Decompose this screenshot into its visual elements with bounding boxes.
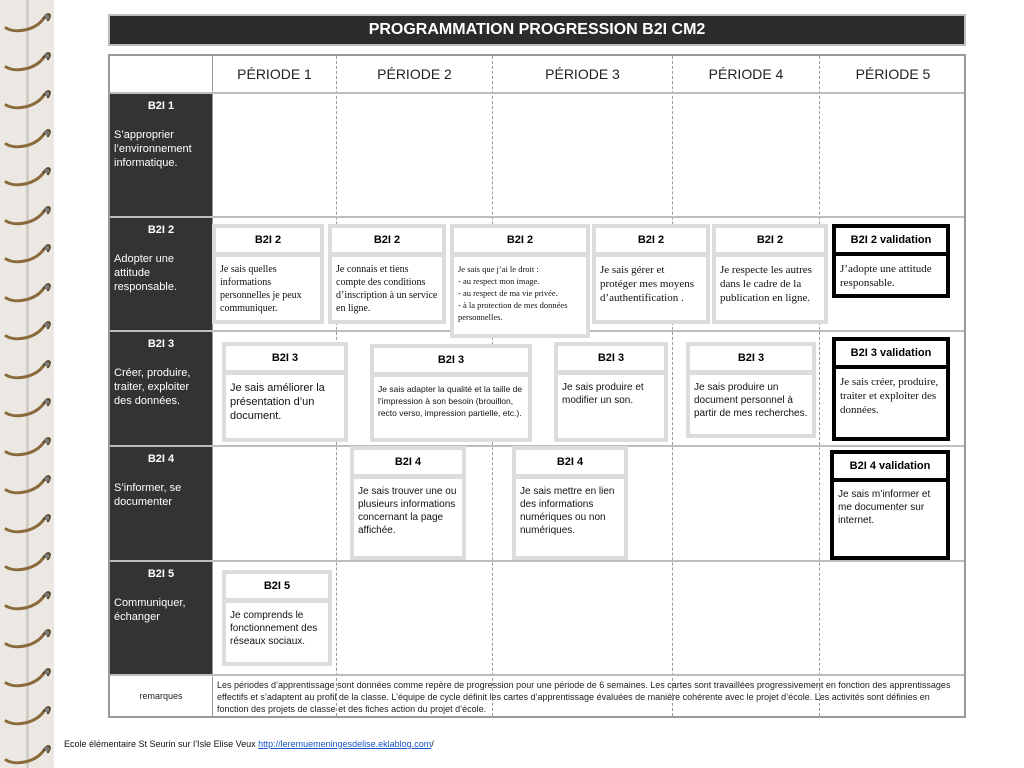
card-text: Je sais que j’ai le droit : - au respect mon image. - au respect de ma vie privée. - à la protection de mes données personnelles. [458, 264, 568, 322]
row-title: B2I 1 [147, 100, 175, 112]
card-b2i4-validation[interactable] [830, 450, 950, 560]
card-title: B2I 5 [226, 574, 328, 603]
column-divider [672, 56, 673, 716]
card-text: Je sais trouver une ou plusieurs informations concernant la page affichée. [358, 486, 457, 536]
card-b2i3-period1[interactable] [222, 342, 348, 442]
card-text: Je connais et tiens compte des conditions d’inscription à un service en ligne. [336, 264, 438, 314]
card-b2i3-period3[interactable] [554, 342, 668, 442]
period-header-5: PÉRIODE 5 [855, 66, 931, 82]
card-b2i2-period4[interactable] [712, 224, 828, 324]
card-text: Je sais mettre en lien des informations numériques ou non numériques. [520, 486, 615, 536]
binding-edge [26, 0, 29, 768]
row-header-b2i5 [110, 562, 212, 674]
remarks-text: Les périodes d’apprentissage sont données comme repère de progression pour une période de 6 semaines. Les cartes sont travaillées progressivement en fonction des apprentissages effectifs et s’adaptent au profil de la classe. L’équipe de cycle définit les cartes d’apprentissage évaluées de manière cohérente avec le projet d’école. Les activités sont définies en fonction des projets de classe et des fiches action du projet d’école. [217, 680, 951, 714]
spiral-ring-icon [2, 8, 54, 34]
row-divider [110, 92, 964, 94]
spiral-ring-icon [2, 393, 54, 419]
card-text: Je sais gérer et protéger mes moyens d’authentification . [600, 264, 695, 304]
card-title: B2I 3 [226, 346, 344, 375]
spiral-ring-icon [2, 701, 54, 727]
period-header-4: PÉRIODE 4 [708, 66, 784, 82]
spiral-ring-icon [2, 586, 54, 612]
spiral-ring-icon [2, 124, 54, 150]
card-title: B2I 4 validation [834, 454, 946, 482]
card-b2i4-period2[interactable] [350, 446, 466, 560]
row-header-b2i4 [110, 447, 212, 560]
card-title: B2I 2 validation [836, 228, 946, 256]
card-title: B2I 2 [216, 228, 320, 257]
card-b2i3-period4[interactable] [686, 342, 816, 438]
card-title: B2I 2 [454, 228, 586, 257]
card-title: B2I 4 [516, 450, 624, 479]
row-header-b2i1 [110, 94, 212, 216]
row-divider [110, 216, 964, 218]
card-title: B2I 3 [558, 346, 664, 375]
column-divider [819, 56, 820, 716]
spiral-ring-icon [2, 470, 54, 496]
row-title: B2I 4 [147, 453, 175, 465]
card-b2i2-period3-rights[interactable] [450, 224, 590, 338]
spiral-ring-icon [2, 85, 54, 111]
row-description: Adopter une attitude responsable. [114, 253, 177, 293]
spiral-binding [0, 0, 54, 768]
card-title: B2I 3 [374, 348, 528, 377]
row-description: S’approprier l’environnement informatique. [114, 129, 192, 169]
card-text: Je sais m’informer et me documenter sur internet. [838, 489, 931, 526]
spiral-ring-icon [2, 624, 54, 650]
card-b2i2-period3-authentication[interactable] [592, 224, 710, 324]
spiral-ring-icon [2, 547, 54, 573]
card-b2i4-period3[interactable] [512, 446, 628, 560]
row-title: B2I 3 [147, 338, 175, 350]
card-text: Je respecte les autres dans le cadre de la publication en ligne. [720, 264, 812, 304]
period-header-2: PÉRIODE 2 [377, 66, 452, 82]
row-header-b2i3 [110, 332, 212, 445]
card-title: B2I 4 [354, 450, 462, 479]
card-text: Je sais créer, produire, traiter et exploiter des données. [840, 376, 939, 416]
spiral-ring-icon [2, 316, 54, 342]
spiral-ring-icon [2, 432, 54, 458]
row-divider [110, 560, 964, 562]
card-title: B2I 3 validation [836, 341, 946, 369]
row-description: S’informer, se documenter [114, 482, 182, 508]
row-title: B2I 5 [147, 568, 175, 580]
spiral-ring-icon [2, 740, 54, 766]
footer-text: Ecole élémentaire St Seurin sur l’Isle Elise Veux [64, 739, 259, 749]
period-header-1: PÉRIODE 1 [237, 66, 312, 82]
spiral-ring-icon [2, 47, 54, 73]
card-text: J’adopte une attitude responsable. [840, 263, 932, 289]
row-title: B2I 2 [147, 224, 175, 236]
card-b2i3-validation[interactable] [832, 337, 950, 441]
row-description: Créer, produire, traiter, exploiter des données. [114, 367, 191, 407]
card-title: B2I 2 [332, 228, 442, 257]
spiral-ring-icon [2, 509, 54, 535]
column-divider [212, 56, 213, 716]
row-header-b2i2 [110, 218, 212, 330]
footer-link[interactable]: http://leremuemeningesdelise.eklablog.com [258, 739, 432, 749]
card-text: Je comprends le fonctionnement des réseaux sociaux. [230, 610, 318, 647]
card-b2i2-validation[interactable] [832, 224, 950, 298]
spiral-ring-icon [2, 239, 54, 265]
card-text: Je sais produire un document personnel à partir de mes recherches. [694, 382, 808, 419]
row-description: Communiquer, échanger [114, 597, 186, 623]
card-text: Je sais quelles informations personnelles je peux communiquer. [220, 264, 302, 314]
spiral-ring-icon [2, 278, 54, 304]
footer-suffix: / [431, 739, 434, 749]
page-title: PROGRAMMATION PROGRESSION B2I CM2 [108, 14, 966, 46]
footer [64, 739, 434, 749]
spiral-ring-icon [2, 355, 54, 381]
card-b2i2-period2[interactable] [328, 224, 446, 324]
spiral-ring-icon [2, 663, 54, 689]
card-b2i5-period1[interactable] [222, 570, 332, 666]
spiral-ring-icon [2, 162, 54, 188]
card-b2i2-period1[interactable] [212, 224, 324, 324]
card-title: B2I 3 [690, 346, 812, 375]
card-text: Je sais améliorer la présentation d’un document. [230, 382, 325, 422]
card-title: B2I 2 [596, 228, 706, 257]
card-b2i3-period2[interactable] [370, 344, 532, 442]
spiral-ring-icon [2, 201, 54, 227]
card-text: Je sais adapter la qualité et la taille de l’impression à son besoin (brouillon, recto verso, impression partielle, etc.). [378, 384, 523, 418]
period-header-3: PÉRIODE 3 [545, 66, 620, 82]
remarks-label: remarques [139, 691, 183, 701]
card-title: B2I 2 [716, 228, 824, 257]
card-text: Je sais produire et modifier un son. [562, 382, 644, 406]
